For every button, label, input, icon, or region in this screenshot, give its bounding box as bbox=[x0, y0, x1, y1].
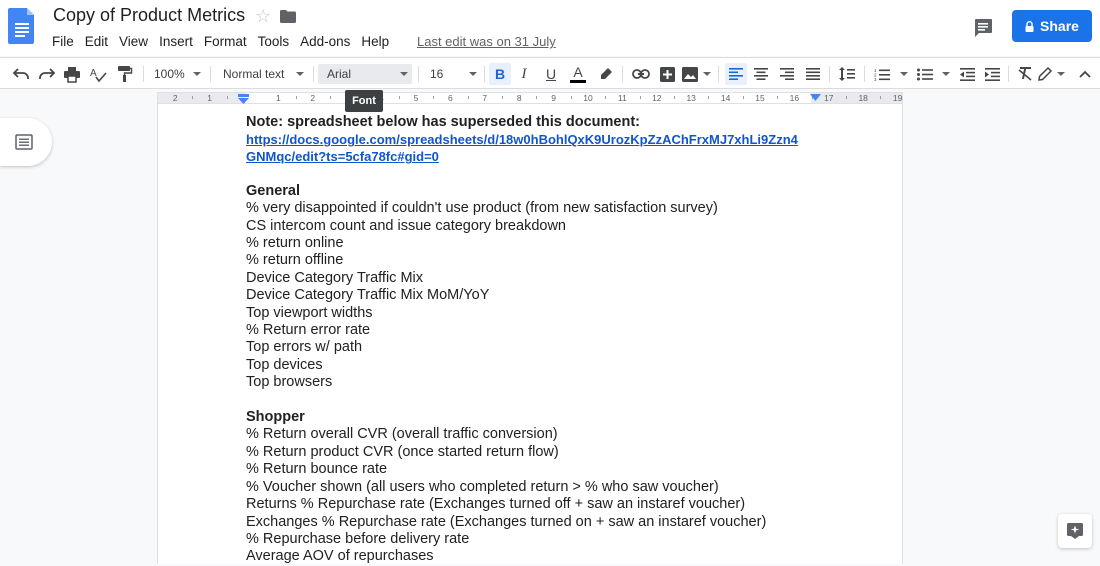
numbered-list-icon[interactable] bbox=[874, 64, 908, 84]
toolbar bbox=[0, 57, 1100, 89]
style-value: Normal text bbox=[223, 67, 285, 81]
font-size-value: 16 bbox=[430, 67, 444, 81]
collapse-toolbar-icon[interactable] bbox=[1075, 64, 1095, 84]
shopper-item: % Return bounce rate bbox=[246, 461, 388, 478]
ruler-tick bbox=[777, 96, 778, 99]
ruler-tick bbox=[708, 96, 709, 99]
font-dropdown[interactable] bbox=[318, 64, 412, 84]
toolbar-separator bbox=[143, 66, 144, 82]
ruler-tick bbox=[192, 96, 193, 99]
ruler-tick bbox=[640, 96, 641, 99]
general-item: % return offline bbox=[246, 252, 344, 269]
blank-line bbox=[246, 165, 846, 182]
lock-icon bbox=[1025, 21, 1034, 32]
toolbar-separator bbox=[864, 66, 865, 82]
svg-text:A: A bbox=[89, 67, 97, 79]
underline-button[interactable]: U bbox=[545, 66, 557, 82]
ruler-number: 13 bbox=[686, 93, 696, 103]
general-item: Top devices bbox=[246, 356, 323, 373]
ruler-tick bbox=[674, 96, 675, 99]
menu-addons[interactable]: Add-ons bbox=[300, 34, 351, 49]
style-dropdown[interactable] bbox=[218, 64, 306, 84]
ruler-number: 18 bbox=[858, 93, 868, 103]
chevron-down-icon bbox=[703, 72, 711, 76]
ruler-tick bbox=[227, 96, 228, 99]
menu-tools[interactable]: Tools bbox=[257, 34, 290, 49]
ruler-number: 19 bbox=[892, 93, 903, 103]
insert-comment-icon[interactable] bbox=[657, 64, 677, 84]
ruler-tick bbox=[536, 96, 537, 99]
align-right-button[interactable] bbox=[777, 64, 797, 84]
ruler-number: 2 bbox=[310, 93, 316, 103]
general-item: % very disappointed if couldn't use product (from new satisfaction survey) bbox=[246, 200, 718, 217]
toolbar-separator bbox=[718, 66, 719, 82]
chevron-down-icon bbox=[193, 72, 201, 76]
text-color-swatch bbox=[570, 80, 586, 83]
ruler-number: 11 bbox=[617, 93, 627, 103]
explore-button[interactable] bbox=[1058, 514, 1092, 548]
menu-bar bbox=[52, 34, 400, 49]
menu-help[interactable]: Help bbox=[361, 34, 390, 49]
menu-edit[interactable]: Edit bbox=[84, 34, 109, 49]
ruler-left-margin bbox=[158, 93, 245, 103]
star-icon[interactable]: ☆ bbox=[255, 6, 272, 26]
show-outline-button[interactable] bbox=[0, 118, 52, 166]
general-item: Device Category Traffic Mix MoM/YoY bbox=[246, 287, 490, 304]
decrease-indent-icon[interactable] bbox=[957, 64, 977, 84]
general-item: Top browsers bbox=[246, 374, 333, 391]
menu-file[interactable]: File bbox=[52, 34, 74, 49]
toolbar-separator bbox=[829, 66, 830, 82]
shopper-item: Average AOV of repurchases bbox=[246, 548, 434, 565]
zoom-dropdown[interactable] bbox=[150, 64, 202, 84]
toolbar-separator bbox=[418, 66, 419, 82]
font-tooltip: Font bbox=[345, 90, 383, 112]
highlight-pen-icon[interactable] bbox=[596, 64, 616, 84]
ruler-number: 5 bbox=[413, 93, 419, 103]
last-edit-link[interactable]: Last edit was on 31 July bbox=[417, 34, 556, 49]
general-heading: General bbox=[246, 182, 300, 199]
justify-button[interactable] bbox=[803, 64, 823, 84]
chevron-down-icon bbox=[900, 72, 908, 76]
increase-indent-icon[interactable] bbox=[982, 64, 1002, 84]
ruler-tick bbox=[605, 96, 606, 99]
toolbar-separator bbox=[622, 66, 623, 82]
bulleted-list-icon[interactable] bbox=[917, 64, 951, 84]
shopper-item: % Return overall CVR (overall traffic conversion) bbox=[246, 426, 558, 443]
ruler-number: 14 bbox=[720, 93, 731, 103]
ruler-tick bbox=[330, 96, 331, 99]
ruler-tick bbox=[296, 96, 297, 99]
undo-icon[interactable] bbox=[11, 64, 31, 84]
link-icon[interactable] bbox=[630, 64, 652, 84]
shopper-item: Returns % Repurchase rate (Exchanges turned off + saw an instaref voucher) bbox=[246, 496, 746, 513]
header-bar bbox=[0, 0, 1100, 56]
ruler-tick bbox=[502, 96, 503, 99]
shopper-item: % Repurchase before delivery rate bbox=[246, 530, 470, 547]
text-color-button[interactable] bbox=[567, 64, 589, 84]
ruler-number: 12 bbox=[652, 93, 662, 103]
ruler-number: 6 bbox=[448, 93, 453, 103]
menu-view[interactable]: View bbox=[119, 34, 149, 49]
general-item: Device Category Traffic Mix bbox=[246, 269, 424, 286]
print-icon[interactable] bbox=[62, 64, 82, 84]
general-item: % Return error rate bbox=[246, 322, 371, 339]
spellcheck-icon[interactable] bbox=[88, 64, 108, 84]
chevron-down-icon bbox=[400, 72, 408, 76]
comment-icon[interactable] bbox=[972, 16, 994, 38]
toolbar-separator bbox=[210, 66, 211, 82]
ruler-number: 1 bbox=[276, 93, 281, 103]
toolbar-separator bbox=[484, 66, 485, 82]
document-page[interactable] bbox=[157, 104, 903, 564]
chevron-down-icon bbox=[469, 72, 477, 76]
superseded-note: Note: spreadsheet below has superseded this document: bbox=[246, 114, 640, 130]
ruler-tick bbox=[743, 96, 744, 99]
font-size-dropdown[interactable] bbox=[424, 64, 480, 84]
right-indent-marker[interactable] bbox=[810, 94, 821, 102]
editing-mode-icon[interactable] bbox=[1038, 64, 1066, 84]
chevron-down-icon bbox=[1057, 72, 1065, 76]
ruler-number: 9 bbox=[551, 93, 556, 103]
insert-image-icon[interactable] bbox=[682, 64, 712, 84]
ruler-number: 1 bbox=[207, 93, 212, 103]
font-value: Arial bbox=[327, 67, 352, 81]
outline-icon bbox=[15, 134, 33, 150]
svg-text:1: 1 bbox=[874, 67, 877, 73]
shopper-item: Exchanges % Repurchase rate (Exchanges turned on + saw an instaref voucher) bbox=[246, 513, 767, 530]
align-center-button[interactable] bbox=[751, 64, 771, 84]
line-spacing-icon[interactable] bbox=[837, 64, 857, 84]
ruler-number: 15 bbox=[755, 93, 765, 103]
zoom-value: 100% bbox=[154, 67, 185, 81]
general-item: Top errors w/ path bbox=[246, 339, 363, 356]
spreadsheet-link-line1[interactable]: https://docs.google.com/spreadsheets/d/18w0hBohlQxK9UrozKpZzAChFrxMJ7xhLi9Zzn4 bbox=[246, 132, 798, 148]
chevron-down-icon bbox=[942, 72, 950, 76]
shopper-item: % Return product CVR (once started return flow) bbox=[246, 443, 559, 460]
general-item: % return online bbox=[246, 235, 344, 252]
svg-text:2: 2 bbox=[874, 72, 877, 77]
spreadsheet-link-line2[interactable]: GNMqc/edit?ts=5cfa78fc#gid=0 bbox=[246, 149, 439, 165]
shopper-heading: Shopper bbox=[246, 409, 305, 426]
ruler[interactable] bbox=[0, 90, 1100, 104]
ruler-tick bbox=[846, 96, 847, 99]
text-color-letter: A bbox=[573, 64, 583, 80]
first-line-indent-marker[interactable] bbox=[238, 94, 249, 104]
align-left-button[interactable] bbox=[725, 63, 747, 85]
ruler-tick bbox=[571, 96, 572, 99]
ruler-tick bbox=[433, 96, 434, 99]
general-item: Top viewport widths bbox=[246, 304, 373, 321]
ruler-number: 16 bbox=[789, 93, 800, 103]
ruler-number: 2 bbox=[172, 93, 178, 103]
ruler-number: 10 bbox=[583, 93, 593, 103]
svg-text:3: 3 bbox=[874, 76, 877, 82]
menu-format[interactable]: Format bbox=[203, 34, 247, 49]
blank-line bbox=[246, 392, 846, 409]
document-title[interactable]: Copy of Product Metrics bbox=[53, 5, 246, 25]
menu-insert[interactable]: Insert bbox=[159, 34, 193, 49]
ruler-number: 7 bbox=[482, 93, 488, 103]
folder-icon[interactable] bbox=[280, 10, 296, 23]
italic-button[interactable]: I bbox=[521, 65, 527, 82]
docs-logo-icon[interactable] bbox=[8, 6, 36, 44]
ruler-number: 8 bbox=[516, 93, 522, 103]
ruler-tick bbox=[880, 96, 881, 99]
ruler-number: 17 bbox=[824, 93, 834, 103]
share-button[interactable] bbox=[1012, 10, 1092, 42]
ruler-tick bbox=[399, 96, 400, 99]
share-label: Share bbox=[1040, 18, 1079, 34]
paint-format-icon[interactable] bbox=[115, 64, 135, 84]
clear-formatting-icon[interactable] bbox=[1015, 64, 1035, 84]
ruler-tick bbox=[468, 96, 469, 99]
chevron-down-icon bbox=[296, 72, 304, 76]
shopper-item: % Voucher shown (all users who completed return > % who saw voucher) bbox=[246, 478, 719, 495]
toolbar-separator bbox=[1008, 66, 1009, 82]
document-body[interactable] bbox=[246, 114, 846, 566]
general-item: CS intercom count and issue category breakdown bbox=[246, 217, 566, 234]
redo-icon[interactable] bbox=[37, 64, 57, 84]
bold-button[interactable]: B bbox=[489, 63, 511, 85]
explore-icon bbox=[1067, 523, 1083, 539]
toolbar-separator bbox=[313, 66, 314, 82]
